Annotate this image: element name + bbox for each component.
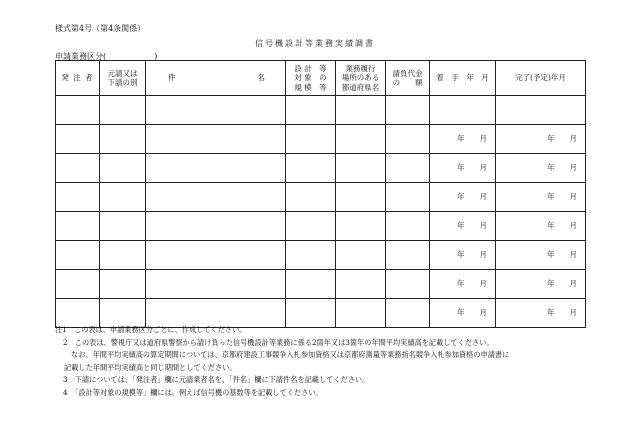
cell-end[interactable]: 年 月 [496, 212, 586, 241]
cell-start[interactable]: 年 月 [430, 299, 496, 328]
note-2: 2 この表は、警視庁又は道府県警察から請け負った信号機設計等業務に係る2箇年又は3箇年の年間平均実績高を記載してください。 [63, 337, 494, 347]
note-2-continuation: なお、年間平均実績高の算定期間については、京都府建設工事競争入札参加資格又は京都府測量等業務指名競争入札参加資格の申請書に [71, 350, 510, 359]
cell-scale[interactable] [286, 212, 336, 241]
form-number-label: 様式第4号（第4条関係） [55, 24, 146, 33]
table-row [56, 125, 586, 154]
cell-amount[interactable] [386, 270, 430, 299]
cell-end[interactable] [496, 96, 586, 125]
cell-case-name[interactable] [146, 125, 286, 154]
cell-amount[interactable] [386, 183, 430, 212]
cell-scale[interactable] [286, 154, 336, 183]
cell-scale[interactable] [286, 125, 336, 154]
cell-start[interactable]: 年 月 [430, 270, 496, 299]
cell-end[interactable]: 年 月 [496, 270, 586, 299]
cell-amount[interactable] [386, 212, 430, 241]
header-case-name [146, 61, 286, 96]
cell-client[interactable] [56, 212, 100, 241]
document-title: 信号機設計等業務実績調書 [255, 39, 375, 48]
header-end: 完了(予定)年月 [496, 61, 586, 96]
application-category-field[interactable]: 申請業務区分( ) [55, 52, 158, 61]
cell-location[interactable] [336, 183, 386, 212]
cell-case-name[interactable] [146, 270, 286, 299]
performance-table [55, 60, 586, 328]
header-start: 着 手 年 月 [430, 61, 496, 96]
notes-section [55, 324, 615, 399]
note-2-continuation-2: 記載した年間平均実績高と同じ期間としてください。 [64, 362, 237, 372]
cell-end[interactable]: 年 月 [496, 241, 586, 270]
header-prime-sub: 元請又は 下請の別 [100, 61, 146, 96]
cell-prime-sub[interactable] [100, 183, 146, 212]
cell-case-name[interactable] [146, 154, 286, 183]
cell-amount[interactable] [386, 96, 430, 125]
cell-case-name[interactable] [146, 96, 286, 125]
cell-end[interactable]: 年 月 [496, 154, 586, 183]
cell-prime-sub[interactable] [100, 154, 146, 183]
cell-client[interactable] [56, 125, 100, 154]
cell-end[interactable]: 年 月 [496, 183, 586, 212]
cell-location[interactable] [336, 96, 386, 125]
header-case-name-left: 件 [168, 73, 176, 82]
cell-scale[interactable] [286, 270, 336, 299]
cell-location[interactable] [336, 154, 386, 183]
cell-prime-sub[interactable] [100, 125, 146, 154]
cell-start[interactable] [430, 96, 496, 125]
cell-start[interactable]: 年 月 [430, 212, 496, 241]
cell-case-name[interactable] [146, 241, 286, 270]
cell-amount[interactable] [386, 154, 430, 183]
cell-prime-sub[interactable] [100, 212, 146, 241]
table-row [56, 183, 586, 212]
header-scale: 設 計 等 対 象 の 規 模 等 [286, 61, 336, 96]
cell-client[interactable] [56, 154, 100, 183]
header-case-name-right: 名 [257, 73, 265, 82]
cell-prime-sub[interactable] [100, 241, 146, 270]
cell-location[interactable] [336, 241, 386, 270]
cell-amount[interactable] [386, 125, 430, 154]
cell-location[interactable] [336, 212, 386, 241]
table-header-row [56, 61, 586, 96]
cell-start[interactable]: 年 月 [430, 183, 496, 212]
table-row [56, 241, 586, 270]
cell-end[interactable]: 年 月 [496, 299, 586, 328]
cell-client[interactable] [56, 183, 100, 212]
cell-start[interactable]: 年 月 [430, 241, 496, 270]
cell-scale[interactable] [286, 96, 336, 125]
cell-prime-sub[interactable] [100, 270, 146, 299]
header-amount: 請負代金 の 額 [386, 61, 430, 96]
note-3: 3 下請については、「発注者」欄に元請業者名を、「件名」欄に下請件名を記載してください。 [63, 375, 370, 384]
cell-scale[interactable] [286, 183, 336, 212]
cell-prime-sub[interactable] [100, 96, 146, 125]
note-4: 4 「設計等対象の規模等」欄には、例えば信号機の基数等を記載してください。 [63, 387, 323, 397]
cell-client[interactable] [56, 241, 100, 270]
note-1: 注1 この表は、申請業務区分ごとに、作成してください。 [55, 325, 247, 334]
cell-location[interactable] [336, 270, 386, 299]
cell-start[interactable]: 年 月 [430, 154, 496, 183]
table-row [56, 154, 586, 183]
cell-scale[interactable] [286, 241, 336, 270]
table-row [56, 96, 586, 125]
cell-client[interactable] [56, 270, 100, 299]
header-location: 業務履行 場所のある 都道府県名 [336, 61, 386, 96]
cell-case-name[interactable] [146, 183, 286, 212]
cell-end[interactable]: 年 月 [496, 125, 586, 154]
table-row [56, 270, 586, 299]
cell-client[interactable] [56, 96, 100, 125]
table-row [56, 212, 586, 241]
cell-start[interactable]: 年 月 [430, 125, 496, 154]
header-client: 発 注 者 [56, 61, 100, 96]
cell-amount[interactable] [386, 241, 430, 270]
cell-location[interactable] [336, 125, 386, 154]
cell-case-name[interactable] [146, 212, 286, 241]
